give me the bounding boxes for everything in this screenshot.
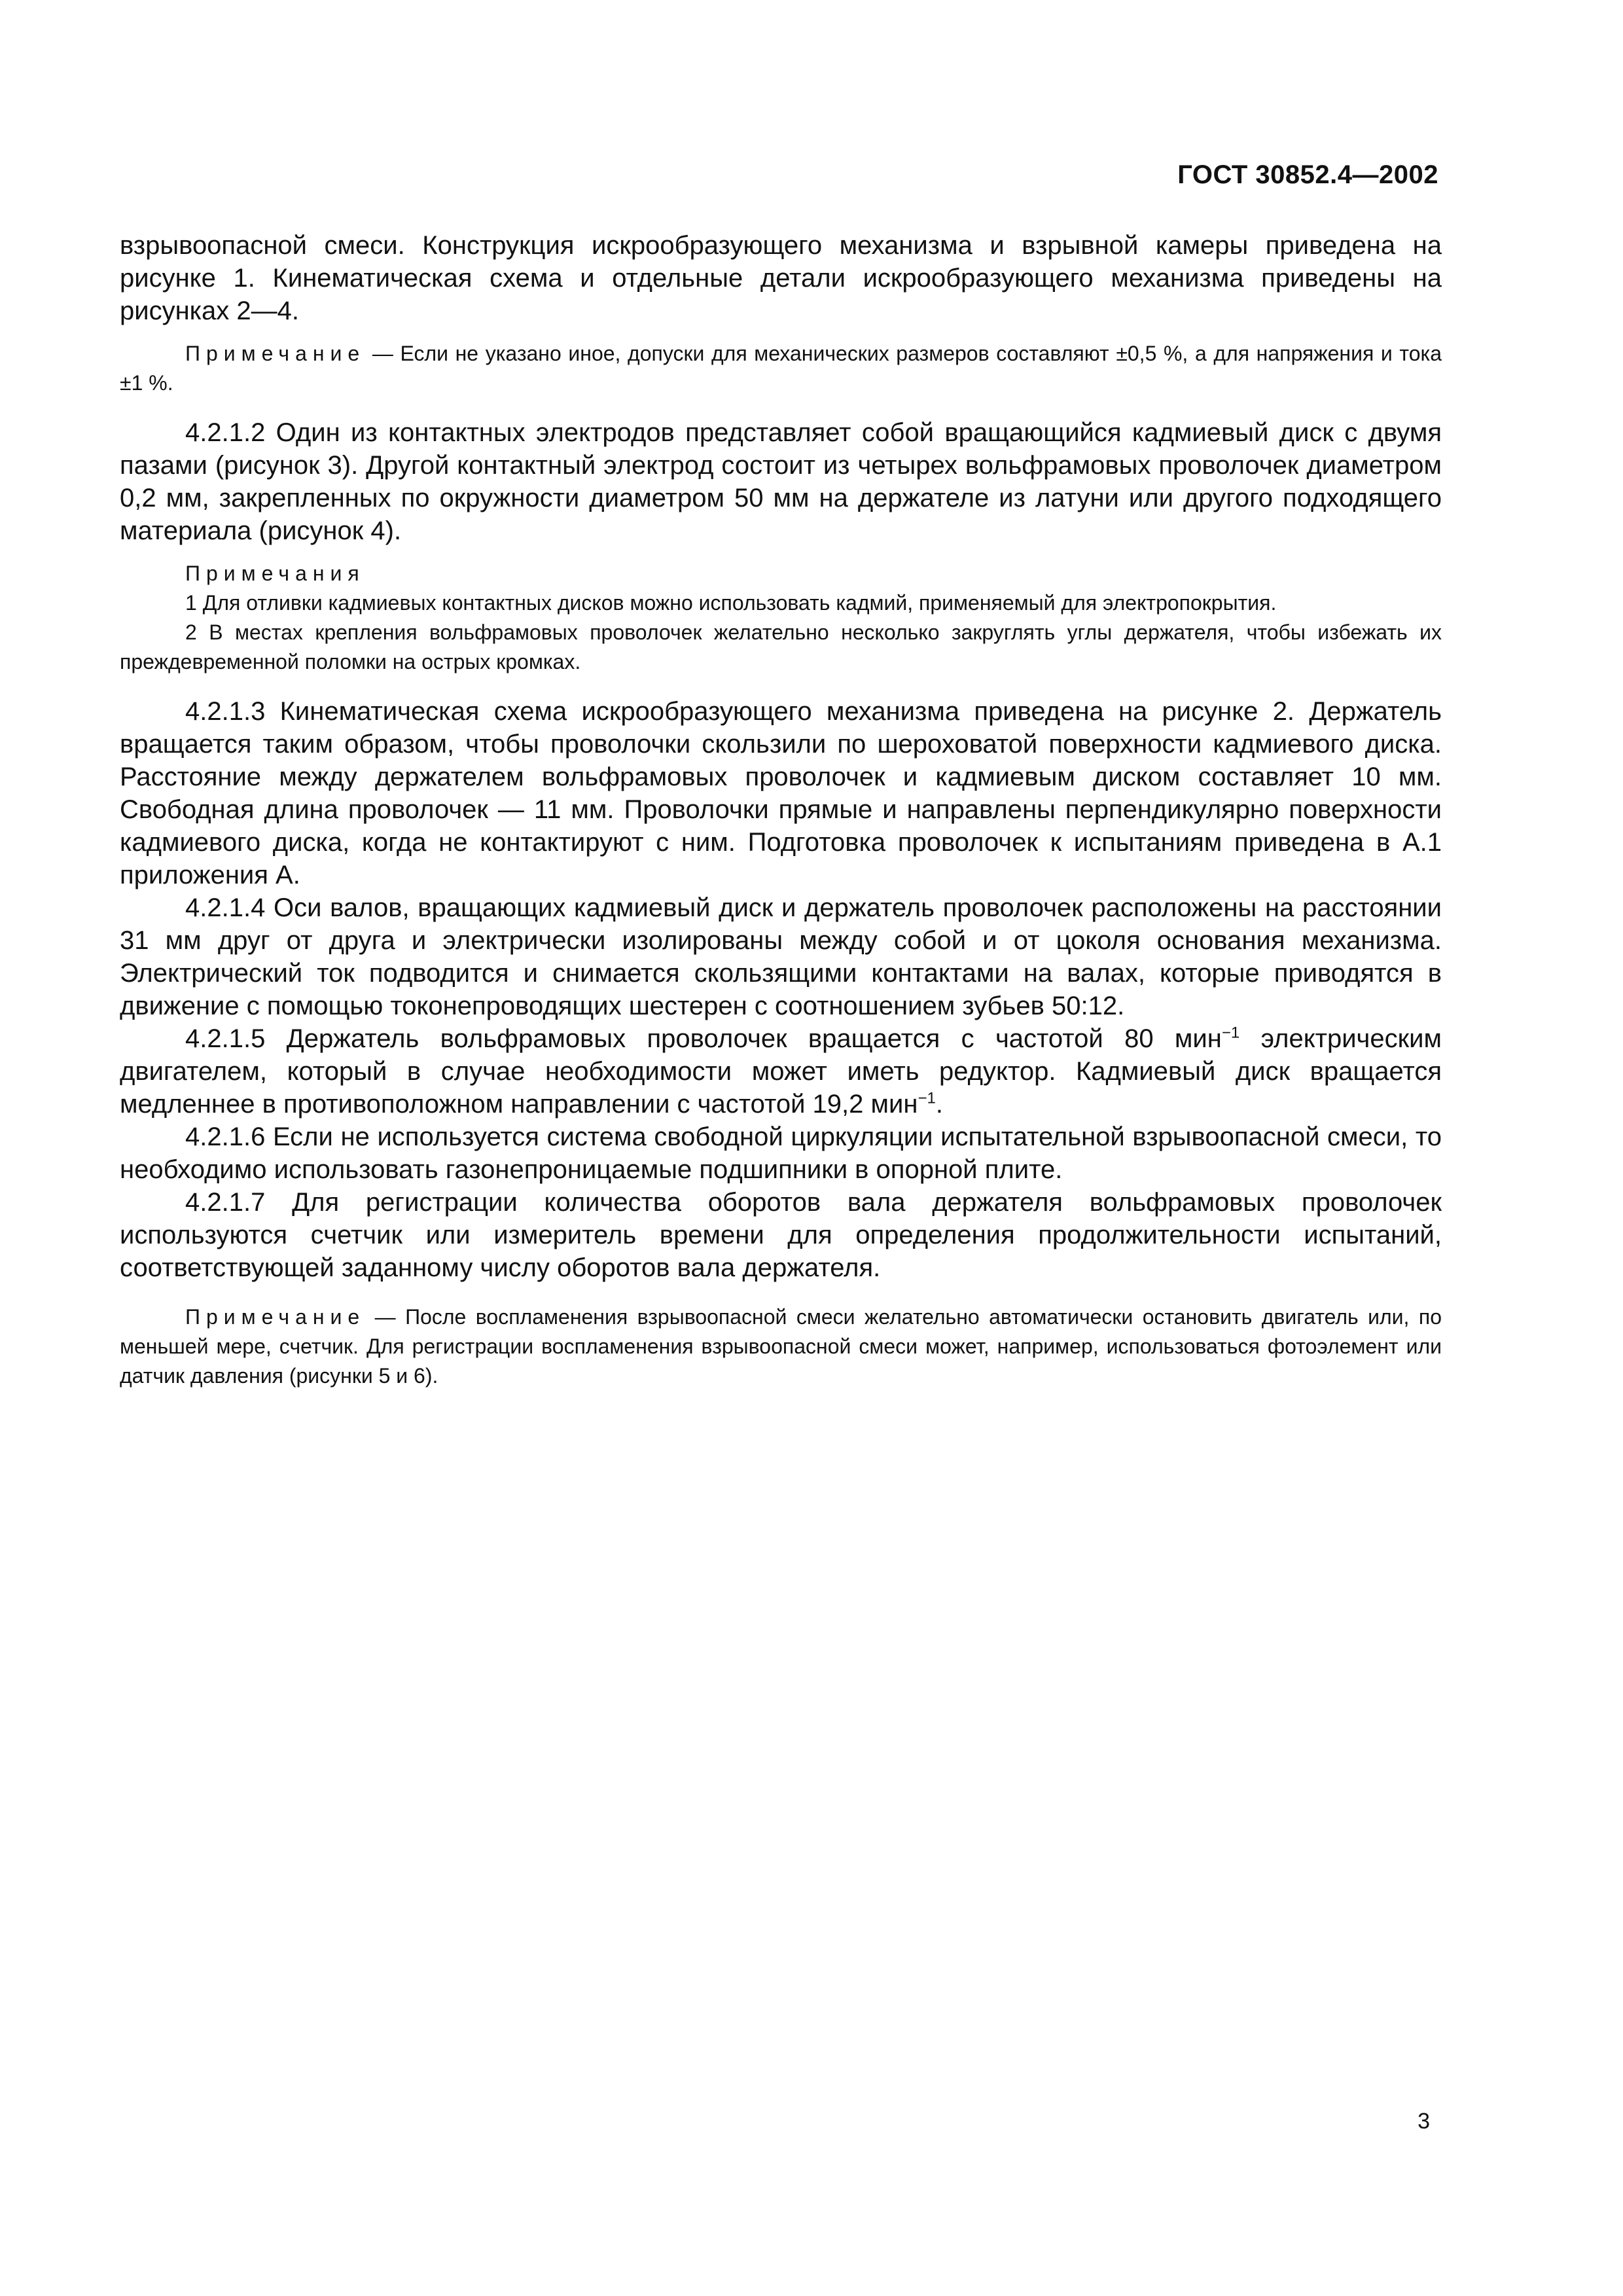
note-2-label: Примечание: [185, 1305, 366, 1329]
paragraph-4-2-1-5: [120, 1022, 1442, 1121]
notes-item-1: 1 Для отливки кадмиевых контактных дисков можно использовать кадмий, применяемый для электропокрытия.: [185, 591, 1277, 615]
note-1-text: — Если не указано иное, допуски для механических размеров составляют ±0,5 %, а для напряжения и тока ±1 %.: [120, 342, 1442, 395]
notes-heading: [120, 559, 1442, 588]
paragraph-4-2-1-3: 4.2.1.3 Кинематическая схема искрообразующего механизма приведена на рисунке 2. Держатель вращается таким образом, чтобы проволочки скользили по шероховатой поверхности кадмиевого диска. Расстояние между держателем вольфрамовых проволочек и кадмиевым диском составляет 10 мм. Свободная длина проволочек — 11 мм. Проволочки прямые и направлены перпендикулярно поверхности кадмиевого диска, когда не контактируют с ним. Подготовка проволочек к испытаниям приведена в А.1 приложения А.: [120, 697, 1442, 889]
note-1: [120, 339, 1442, 398]
note-2: [120, 1302, 1442, 1391]
p4215-part-a: 4.2.1.5 Держатель вольфрамовых проволочек вращается с частотой 80 мин: [185, 1024, 1222, 1053]
notes-item-2: 2 В местах крепления вольфрамовых проволочек желательно несколько закруглять углы держателя, чтобы избежать их преждевременной поломки на острых кромках.: [120, 620, 1442, 673]
paragraph-4-2-1-2: 4.2.1.2 Один из контактных электродов представляет собой вращающийся кадмиевый диск с двумя пазами (рисунок 3). Другой контактный электрод состоит из четырех вольфрамовых проволочек диаметром 0,2 мм, закрепленных по окружности диаметром 50 мм на держателе из латуни или другого подходящего материала (рисунок 4).: [120, 418, 1442, 545]
notes-label: Примечания: [185, 562, 365, 585]
page-number: 3: [1418, 2109, 1430, 2134]
p4215-part-b: электрическим двигателем, который в случае необходимости может иметь редуктор. Кадмиевый диск вращается медленнее в противоположном направлении с частотой 19,2 мин: [120, 1024, 1442, 1119]
intro-paragraph: взрывоопасной смеси. Конструкция искрообразующего механизма и взрывной камеры приведена на рисунке 1. Кинематическая схема и отдельные детали искрообразующего механизма приведены на рисунках 2—4.: [120, 231, 1442, 325]
p4215-part-c: .: [935, 1090, 943, 1119]
paragraph-4-2-1-4: 4.2.1.4 Оси валов, вращающих кадмиевый диск и держатель проволочек расположены на расстоянии 31 мм друг от друга и электрически изолированы между собой и от цоколя основания механизма. Электрический ток подводится и снимается скользящими контактами на валах, которые приводятся в движение с помощью токонепроводящих шестерен с соотношением зубьев 50:12.: [120, 893, 1442, 1020]
note-1-label: Примечание: [185, 342, 366, 365]
paragraph-4-2-1-7: 4.2.1.7 Для регистрации количества оборотов вала держателя вольфрамовых проволочек используются счетчик или измеритель времени для определения продолжительности испытаний, соответствующей заданному числу оборотов вала держателя.: [120, 1188, 1442, 1282]
note-2-text: — После воспламенения взрывоопасной смеси желательно автоматически остановить двигатель или, по меньшей мере, счетчик. Для регистрации воспламенения взрывоопасной смеси может, например, использоваться фотоэлемент или датчик давления (рисунки 5 и 6).: [120, 1305, 1442, 1388]
p4215-sup-2: −1: [918, 1089, 936, 1107]
standard-header: ГОСТ 30852.4—2002: [1177, 160, 1438, 189]
page-body: [120, 229, 1442, 1391]
paragraph-4-2-1-6: 4.2.1.6 Если не используется система свободной циркуляции испытательной взрывоопасной смеси, то необходимо использовать газонепроницаемые подшипники в опорной плите.: [120, 1122, 1442, 1184]
p4215-sup-1: −1: [1221, 1024, 1240, 1042]
